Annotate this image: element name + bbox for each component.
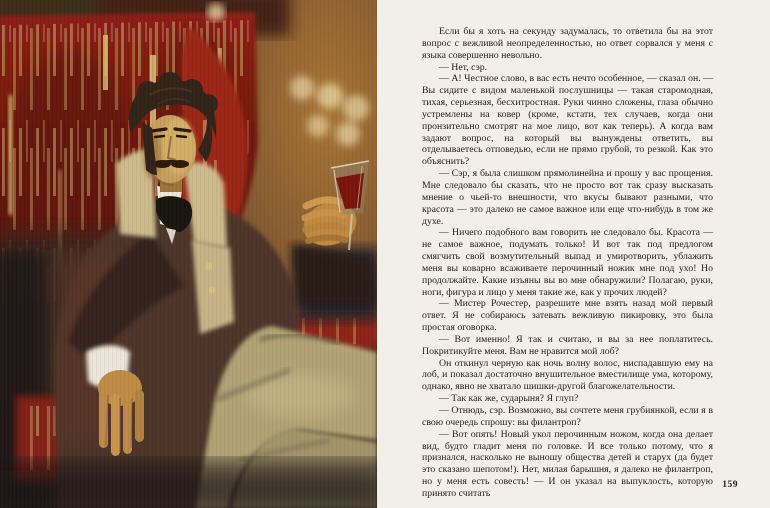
book-illustration (0, 0, 377, 508)
paragraph: — Мистер Рочестер, разрешите мне взять назад мой первый ответ. Я не собираюсь затевать вежливую пикировку, это была простая оговорка. (422, 298, 713, 334)
paragraph: — Вот опять! Новый укол перочинным ножом, когда она делает вид, будто гладит меня по головке. И все только потому, что я признался, насколько не выношу общества детей и старух (да будет это сказано шепотом!). Нет, милая барышня, я далеко не филантроп, но у меня есть совесть! — И он указал на выпуклость, которую принято считать (422, 428, 713, 499)
paragraph: — Так как же, сударыня? Я глуп? (439, 393, 579, 405)
paragraph: — Вот именно! Я так и считаю, и вы за нее поплатитесь. Покритикуйте меня. Вам не нравится мой лоб? (422, 333, 713, 357)
paragraph: — Отнюдь, сэр. Возможно, вы сочтете меня грубиянкой, если я в свою очередь спрошу: вы филантроп? (422, 405, 713, 428)
page-number: 159 (722, 480, 738, 490)
paragraph: — Ничего подобного вам говорить не следовало бы. Красота — не самое важное, подумать только! И вот так под предлогом смягчить свой возмутительный выпад и умиротворить, ублажить меня вы коварно всаживаете перочинный ножик мне под ухо! Но продолжайте. Какие изъяны вы во мне обнаружили? Полагаю, руки, ноги, фигура и лицо у меня такие же, как у прочих людей? (422, 227, 713, 298)
paragraph: — Нет, сэр. (439, 61, 488, 73)
paragraph: Если бы я хоть на секунду задумалась, то ответила бы на этот вопрос с вежливой неопределенностью, но ответ сорвался у меня с языка совершенно невольно. (422, 26, 713, 61)
rochester-painting (0, 0, 377, 508)
paragraph: — Сэр, я была слишком прямолинейна и прошу у вас прощения. Мне следовало бы сказать, что не просто вот так сразу высказать мнение о чьей-то внешности, что вкусы бывают разными, что красота — это далеко не самое важное или еще что-нибудь в том же духе. (422, 168, 713, 227)
paragraph: — А! Честное слово, в вас есть нечто особенное, — сказал он. — Вы сидите с видом маленькой послушницы — такая старомодная, тихая, серьезная, бесхитростная. Руки чинно сложены, глаза обычно устремлены на ковер (кроме, кстати, тех случаев, когда они пронзительно смотрят на мое лицо, вот как теперь). А когда вам задают вопрос, на который вы вынуждены ответить, вы отделываетесь отповедью, если не прямо грубой, то резкой. Как это объяснить? (422, 73, 713, 168)
text-column (422, 26, 713, 500)
canvas-texture (0, 0, 377, 508)
paragraph: Он откинул черную как ночь волну волос, ниспадавшую ему на лоб, и показал достаточно внушительное вместилище ума, которому, однако, явно не хватало шишки-другой благожелательности. (422, 357, 713, 393)
book-text-page (377, 0, 770, 508)
